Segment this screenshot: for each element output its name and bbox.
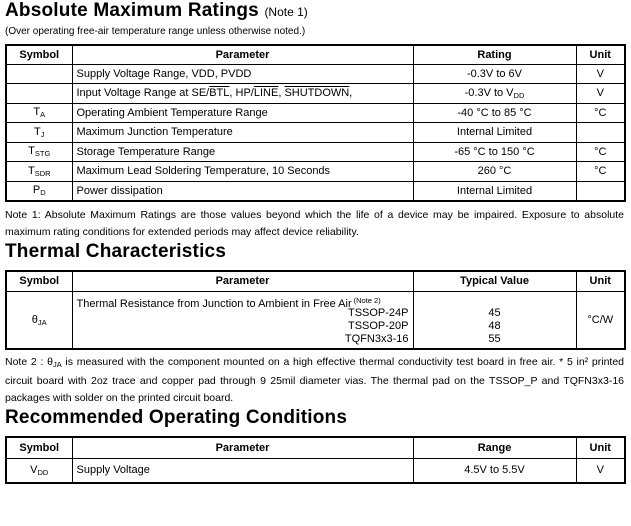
package-name: TSSOP-24P [347,307,409,319]
subscript-text: J [40,129,45,139]
cell-text: , HP/ [229,87,254,100]
table-cell [6,142,72,162]
column-header-unit: Unit [576,437,625,458]
column-header-parameter: Parameter [72,45,413,64]
parameter-cell [72,292,413,350]
column-header-symbol: Symbol [6,437,72,458]
parameter-line [76,294,409,310]
table-cell: -65 °C to 150 °C [413,142,576,162]
column-header-parameter: Parameter [72,271,413,292]
table-cell: -0.3V to 6V [413,64,576,84]
table-cell: Maximum Junction Temperature [72,123,413,143]
section-recommended-operating-conditions [5,407,626,484]
thermal-characteristics-table [5,270,626,351]
table-row [6,84,625,104]
table-cell: Supply Voltage Range, VDD, PVDD [72,64,413,84]
subscript-text: DD [513,90,525,100]
subscript-text: SDR [34,168,51,178]
table-cell: Internal Limited [413,123,576,143]
table-cell [6,64,72,84]
table-row [6,292,625,350]
note-1: Note 1: Absolute Maximum Ratings are those values beyond which the life of a device may be impaired. Exposure to absolute maximum rating conditions for extended periods may affect device reliability. [5,208,624,238]
table-cell: 4.5V to 5.5V [413,458,576,483]
table-cell: V [576,84,625,104]
section-title [5,0,626,23]
table-cell [6,84,72,104]
table-row [6,162,625,182]
table-header-row [6,437,625,458]
section-title: Thermal Characteristics [5,240,227,262]
package-name: TSSOP-20P [347,320,409,332]
cell-text: T [33,106,41,119]
table-cell [6,103,72,123]
table-header-row [6,45,625,64]
section-absolute-maximum-ratings [5,0,626,241]
table-cell: Operating Ambient Temperature Range [72,103,413,123]
parameter-text: Thermal Resistance from Junction to Ambient in Free Air [76,298,352,310]
table-cell: Power dissipation [72,181,413,201]
column-header-unit: Unit [576,45,625,64]
symbol-cell [6,292,72,350]
column-header-symbol: Symbol [6,45,72,64]
table-row [6,181,625,201]
typical-value: 45 [488,307,501,319]
package-name: TQFN3x3-16 [344,333,409,345]
table-cell: °C [576,162,625,182]
table-cell: Maximum Lead Soldering Temperature, 10 Seconds [72,162,413,182]
column-header-range: Range [413,437,576,458]
table-row [6,103,625,123]
table-cell: Supply Voltage [72,458,413,483]
table-row [6,64,625,84]
typical-value: 55 [488,333,501,345]
cell-text: -0.3V to V [464,86,514,99]
table-cell: Internal Limited [413,181,576,201]
table-cell [72,84,413,104]
table-cell: Storage Temperature Range [72,142,413,162]
column-header-rating: Rating [413,45,576,64]
note-2-body: is measured with the component mounted on a high effective thermal conductivity test board in free air. * 5 in² printed circuit board with 2oz trace and copper pad through 9 25mil diameter vias. The thermal pad on the TSSOP_P and TQFN3x3-16 packages with solder on the printed circuit board. [5,356,625,404]
theta-symbol: θ [31,313,38,326]
cell-text: , [278,87,285,100]
cell-text: T [27,164,35,177]
cell-text: P [32,184,41,196]
subscript-text: A [40,110,46,120]
overlined-signal-name: SHUTDOWN [284,87,350,100]
table-cell [6,162,72,182]
note-2-prefix: Note 2 : θ [5,356,53,368]
table-header-row [6,271,625,292]
typical-value-cell [413,292,576,350]
typical-value: 48 [488,320,501,332]
table-row [6,458,625,483]
table-cell: 260 °C [413,162,576,182]
section-thermal-characteristics [5,241,626,408]
recommended-operating-conditions-table [5,436,626,484]
subscript-text: DD [37,467,49,477]
column-header-typical-value: Typical Value [413,271,576,292]
section-title: Recommended Operating Conditions [5,407,348,428]
table-cell [413,84,576,104]
table-cell [6,123,72,143]
abs-max-ratings-table [5,44,626,202]
table-cell: °C [576,103,625,123]
table-row [6,142,625,162]
section-subtitle: (Over operating free-air temperature range unless otherwise noted.) [5,26,306,37]
table-cell: °C [576,142,625,162]
table-cell: V [576,64,625,84]
table-cell [6,181,72,201]
unit-cell: °C/W [576,292,625,350]
cell-text: , [349,87,353,100]
section-title-text: Absolute Maximum Ratings [5,0,259,21]
overlined-signal-name: $\overline{BTL}$ [209,87,230,100]
value-spacer [418,294,572,307]
overlined-signal-name: LINE [253,87,279,100]
table-row [6,123,625,143]
subscript-text: STG [34,149,51,159]
note-2-theta-subscript: JA [52,360,62,369]
parameter-note-ref: (Note 2) [353,296,381,305]
note-2 [5,354,624,407]
column-header-parameter: Parameter [72,437,413,458]
table-cell: V [576,458,625,483]
cell-text: Input Voltage Range at SE/ [76,87,210,100]
column-header-symbol: Symbol [6,271,72,292]
theta-subscript: JA [37,317,47,327]
cell-text: T [34,125,41,138]
table-cell [576,123,625,143]
column-header-unit: Unit [576,271,625,292]
table-cell [6,458,72,483]
cell-text: V [30,463,38,476]
table-cell: -40 °C to 85 °C [413,103,576,123]
table-cell [576,181,625,201]
section-title-note: (Note 1) [264,5,308,19]
subscript-text: D [40,188,46,197]
cell-text: T [28,145,35,158]
